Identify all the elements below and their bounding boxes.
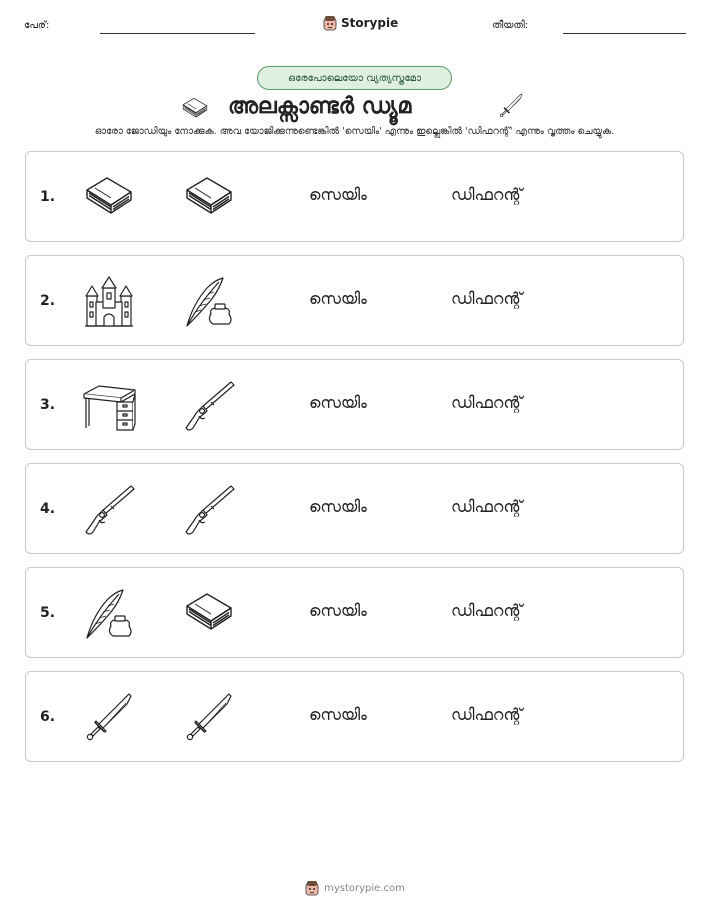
page-title: അലക്സാണ്ടർ ഡ്യൂമ (228, 94, 412, 119)
musket-icon (81, 482, 137, 538)
same-option[interactable]: സെയിം (309, 393, 367, 412)
exercise-row (25, 151, 684, 242)
storypie-logo-icon (322, 15, 338, 31)
row-number: 6. (40, 709, 56, 725)
row-number: 5. (40, 605, 56, 621)
sword-icon (497, 92, 525, 120)
book-icon (180, 94, 210, 124)
different-option[interactable]: ഡിഫറന്റ് (451, 601, 523, 620)
footer-url: mystorypie.com (324, 882, 405, 894)
castle-icon (81, 274, 137, 330)
same-option[interactable]: സെയിം (309, 601, 367, 620)
brand-name: Storypie (341, 16, 399, 30)
book-icon (81, 170, 137, 226)
brand (322, 13, 398, 33)
desk-icon (81, 378, 137, 434)
row-number: 3. (40, 397, 56, 413)
title-row (0, 90, 709, 126)
sword-icon (181, 690, 237, 746)
header (0, 0, 709, 40)
sword-icon (81, 690, 137, 746)
date-line (563, 33, 686, 34)
exercise-row (25, 463, 684, 554)
book-icon (181, 586, 237, 642)
row-number: 4. (40, 501, 56, 517)
worksheet-type-badge: ഒരേപോലെയോ വ്യത്യസ്തമോ (257, 66, 452, 90)
different-option[interactable]: ഡിഫറന്റ് (451, 393, 523, 412)
quill-ink-icon (81, 586, 137, 642)
musket-icon (181, 378, 237, 434)
name-label: പേര്: (24, 20, 50, 31)
row-number: 1. (40, 189, 56, 205)
storypie-logo-icon (304, 880, 320, 896)
same-option[interactable]: സെയിം (309, 497, 367, 516)
exercise-row (25, 567, 684, 658)
different-option[interactable]: ഡിഫറന്റ് (451, 497, 523, 516)
musket-icon (181, 482, 237, 538)
same-option[interactable]: സെയിം (309, 185, 367, 204)
instructions: ഓരോ ജോഡിയും നോക്കുക. അവ യോജിക്കുന്നുണ്ടെങ്കിൽ 'സെയിം' എന്നും ഇല്ലെങ്കിൽ 'ഡിഫറന്റ്' എന്നും വൃത്തം ചെയ്യുക. (94, 126, 615, 137)
book-icon (181, 170, 237, 226)
exercise-row (25, 671, 684, 762)
different-option[interactable]: ഡിഫറന്റ് (451, 185, 523, 204)
exercise-row (25, 359, 684, 450)
different-option[interactable]: ഡിഫറന്റ് (451, 289, 523, 308)
same-option[interactable]: സെയിം (309, 289, 367, 308)
quill-ink-icon (181, 274, 237, 330)
exercise-row (25, 255, 684, 346)
date-label: തീയതി: (492, 20, 529, 31)
footer (0, 878, 709, 898)
row-number: 2. (40, 293, 56, 309)
same-option[interactable]: സെയിം (309, 705, 367, 724)
different-option[interactable]: ഡിഫറന്റ് (451, 705, 523, 724)
name-line (100, 33, 255, 34)
